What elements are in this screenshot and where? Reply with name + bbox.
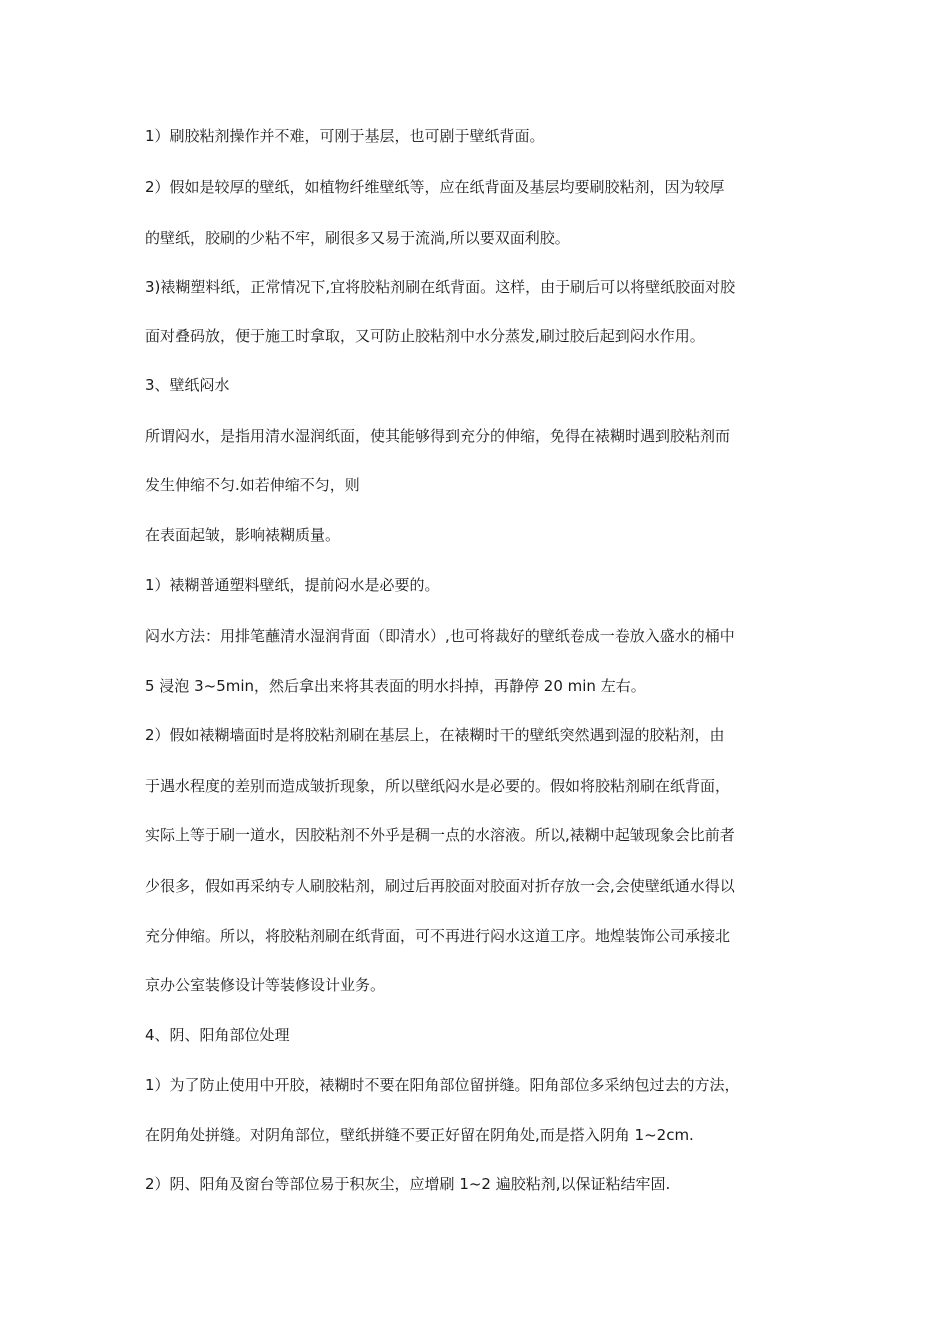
paragraph-line: 2）假如是较厚的壁纸，如植物纤维壁纸等，应在纸背面及基层均要刷胶粘剂，因为较厚	[145, 178, 725, 196]
paragraph-line: 实际上等于刷一道水，因胶粘剂不外乎是稠一点的水溶液。所以,裱糊中起皱现象会比前者	[145, 826, 735, 844]
paragraph-line: 1）为了防止使用中开胶，裱糊时不要在阳角部位留拼缝。阳角部位多采纳包过去的方法，	[145, 1076, 740, 1094]
paragraph-line: 京办公室装修设计等装修设计业务。	[145, 976, 386, 994]
paragraph-line: 在表面起皱，影响裱糊质量。	[145, 526, 341, 544]
section-heading: 4、阴、阳角部位处理	[145, 1026, 290, 1044]
paragraph-line: 面对叠码放，便于施工时拿取，又可防止胶粘剂中水分蒸发,刷过胶后起到闷水作用。	[145, 327, 705, 345]
paragraph-line: 的壁纸，胶刷的少粘不牢，刷很多又易于流淌,所以要双面利胶。	[145, 229, 570, 247]
paragraph-line: 3)裱糊塑料纸，正常情况下,宜将胶粘剂刷在纸背面。这样，由于刷后可以将壁纸胶面对胶	[145, 278, 736, 296]
paragraph-line: 所谓闷水，是指用清水湿润纸面，使其能够得到充分的伸缩，免得在裱糊时遇到胶粘剂而	[145, 427, 731, 445]
paragraph-line: 2）阴、阳角及窗台等部位易于积灰尘，应增刷 1~2 遍胶粘剂,以保证粘结牢固.	[145, 1175, 671, 1193]
paragraph-line: 于遇水程度的差别而造成皱折现象，所以壁纸闷水是必要的。假如将胶粘剂刷在纸背面，	[145, 777, 731, 795]
paragraph-line: 发生伸缩不匀.如若伸缩不匀，则	[145, 476, 360, 494]
paragraph-line: 闷水方法：用排笔蘸清水湿润背面（即清水）,也可将裁好的壁纸卷成一卷放入盛水的桶中	[145, 627, 735, 645]
paragraph-line: 在阴角处拼缝。对阴角部位，壁纸拼缝不要正好留在阴角处,而是搭入阴角 1~2cm.	[145, 1126, 694, 1144]
paragraph-line: 1）刷胶粘剂操作并不难，可刚于基层，也可剧于壁纸背面。	[145, 127, 545, 145]
paragraph-line: 1）裱糊普通塑料壁纸，提前闷水是必要的。	[145, 576, 440, 594]
section-heading: 3、壁纸闷水	[145, 376, 230, 394]
paragraph-line: 少很多，假如再采纳专人刷胶粘剂，刷过后再胶面对胶面对折存放一会,会使壁纸通水得以	[145, 877, 735, 895]
paragraph-line: 充分伸缩。所以，将胶粘剂刷在纸背面，可不再进行闷水这道工序。地煌装饰公司承接北	[145, 927, 731, 945]
paragraph-line: 5 浸泡 3~5min，然后拿出来将其表面的明水抖掉，再静停 20 min 左右。	[145, 677, 646, 695]
paragraph-line: 2）假如裱糊墙面时是将胶粘剂刷在基层上，在裱糊时干的壁纸突然遇到湿的胶粘剂，由	[145, 726, 725, 744]
